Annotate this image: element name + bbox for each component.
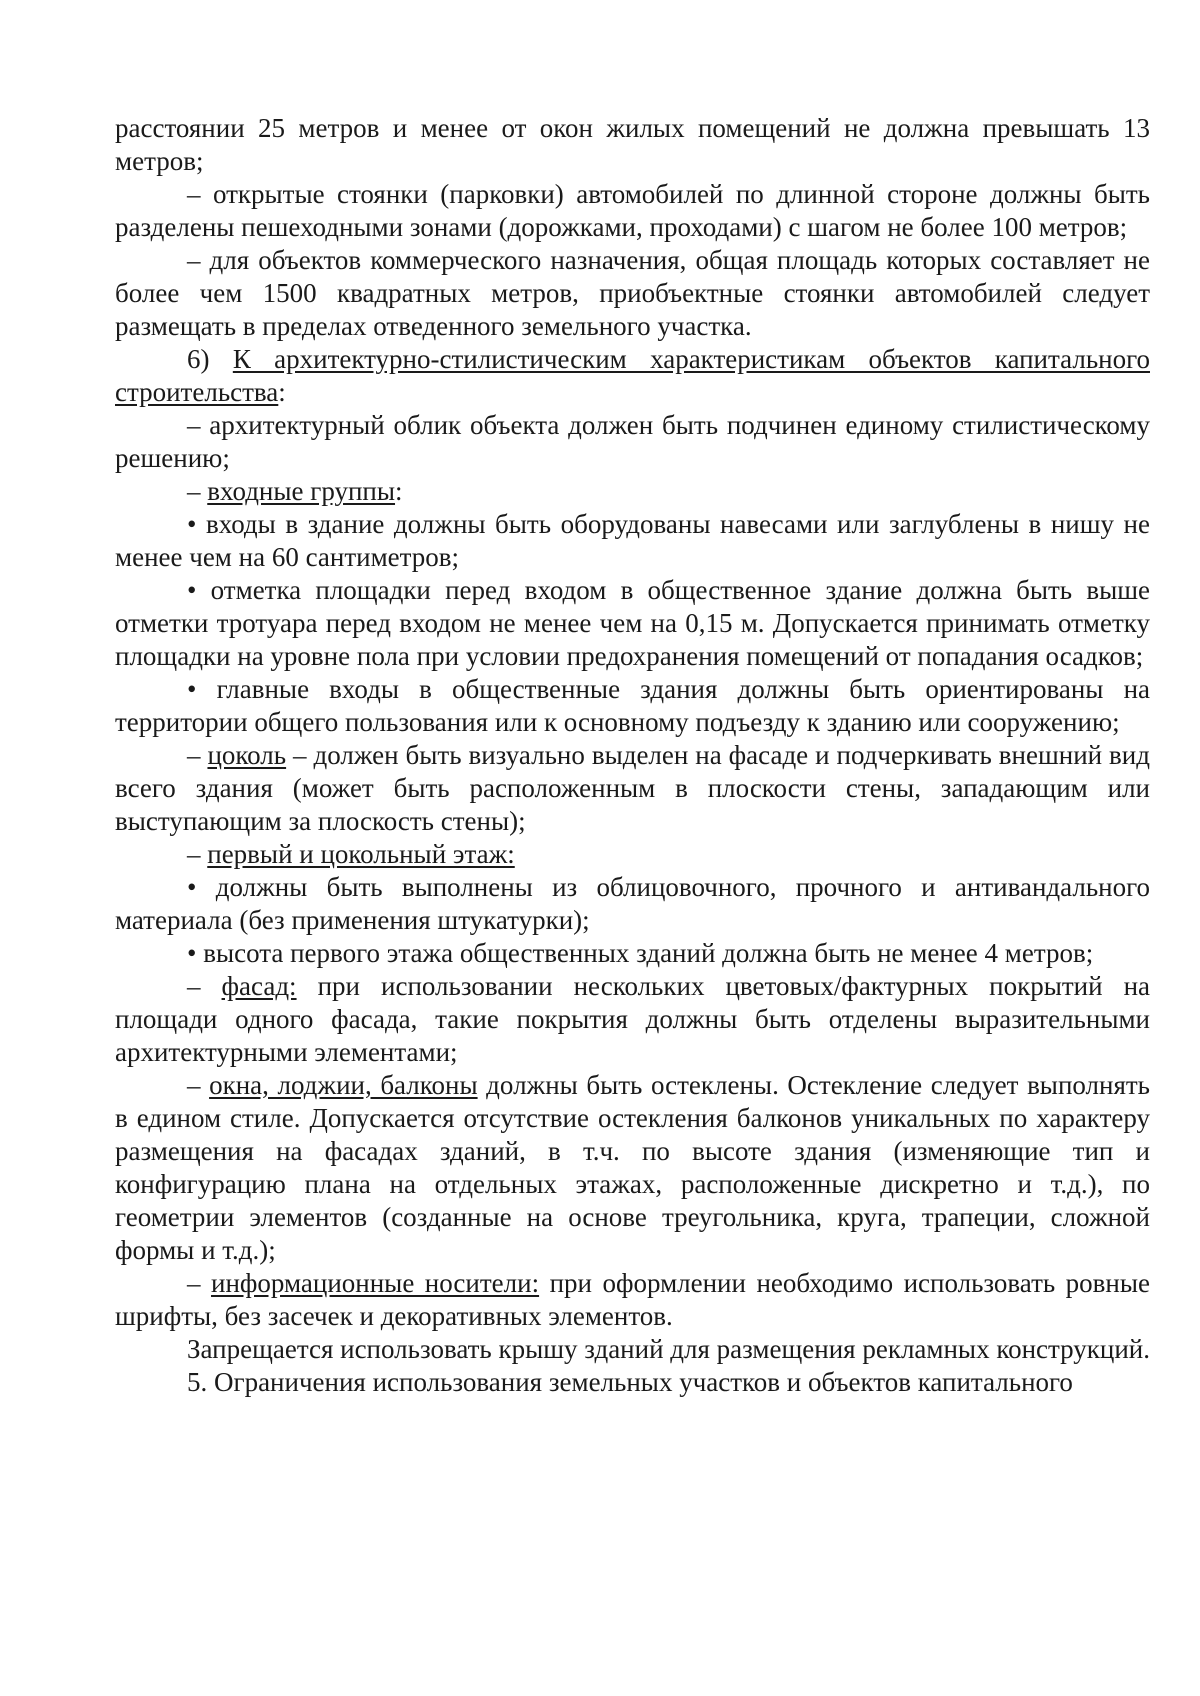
section-heading-architectural-characteristics xyxy=(115,343,1150,409)
subheading-entrance-groups xyxy=(115,475,1150,508)
term-rest: при оформлении необходимо использовать ровные шрифты, без засечек и декоративных элементов. xyxy=(115,1268,1151,1331)
term-rest: должны быть остеклены. Остекление следует выполнять в едином стиле. Допускается отсутствие остекления балконов уникальных по характеру размещения на фасадах зданий, в т.ч. по высоте здания (изменяющие тип и конфигурацию плана на отдельных этажах, расположенные дискретно и т.д.), по геометрии элементов (созданные на основе треугольника, круга, трапеции, сложной формы и т.д.); xyxy=(115,1070,1151,1265)
underlined-term: окна, лоджии, балконы xyxy=(209,1070,478,1100)
document-page xyxy=(115,112,1150,1399)
bullet-entrance-canopies: • входы в здание должны быть оборудованы навесами или заглублены в нишу не менее чем на 60 сантиметров; xyxy=(115,509,1150,572)
paragraph-unified-style: – архитектурный облик объекта должен быть подчинен единому стилистическому решению; xyxy=(115,410,1150,473)
paragraph-facade xyxy=(115,970,1150,1069)
underlined-term: фасад: xyxy=(221,971,297,1001)
subheading-first-and-basement-floor xyxy=(115,838,1150,871)
term-rest: – должен быть визуально выделен на фасаде и подчеркивать внешний вид всего здания (может быть расположенным в плоскости стены, западающим или выступающим за плоскость стены); xyxy=(115,740,1150,836)
paragraph-continuation-distance: расстоянии 25 метров и менее от окон жилых помещений не должна превышать 13 метров; xyxy=(115,113,1150,176)
underlined-term: цоколь xyxy=(207,740,287,770)
paragraph-commercial-parking: – для объектов коммерческого назначения, общая площадь которых составляет не более чем 1500 квадратных метров, приобъектные стоянки автомобилей следует размещать в пределах отведенного земельного участка. xyxy=(115,245,1150,341)
heading-number: 6) xyxy=(187,344,233,374)
section-heading-restrictions: 5. Ограничения использования земельных участков и объектов капитального xyxy=(187,1367,1073,1397)
underlined-term: входные группы xyxy=(207,476,396,506)
dash-marker: – xyxy=(187,971,222,1001)
underlined-term: информационные носители: xyxy=(211,1268,540,1298)
dash-marker: – xyxy=(187,740,208,770)
dash-marker: – xyxy=(187,476,208,506)
term-rest: : xyxy=(395,476,403,506)
bullet-main-entrances-orientation: • главные входы в общественные здания должны быть ориентированы на территории общего пользования или к основному подъезду к зданию или сооружению; xyxy=(115,674,1150,737)
term-rest: при использовании нескольких цветовых/фактурных покрытий на площади одного фасада, такие покрытия должны быть отделены выразительными архитектурными элементами; xyxy=(115,971,1151,1067)
heading-colon: : xyxy=(278,377,286,407)
dash-marker: – xyxy=(187,1070,210,1100)
paragraph-plinth xyxy=(115,739,1150,838)
paragraph-information-carriers xyxy=(115,1267,1150,1333)
dash-marker: – xyxy=(187,1268,212,1298)
paragraph-windows-loggias-balconies xyxy=(115,1069,1150,1267)
dash-marker: – xyxy=(187,839,208,869)
bullet-cladding-material: • должны быть выполнены из облицовочного, прочного и антивандального материала (без применения штукатурки); xyxy=(115,872,1150,935)
heading-underlined-text: К архитектурно-стилистическим характеристикам объектов капитального строительства xyxy=(115,344,1150,407)
bullet-entrance-platform-level: • отметка площадки перед входом в общественное здание должна быть выше отметки тротуара перед входом не менее чем на 0,15 м. Допускается принимать отметку площадки на уровне пола при условии предохранения помещений от попадания осадков; xyxy=(115,575,1150,671)
paragraph-roof-advertising-ban: Запрещается использовать крышу зданий для размещения рекламных конструкций. xyxy=(187,1334,1150,1364)
underlined-term: первый и цокольный этаж: xyxy=(207,839,515,869)
bullet-first-floor-height: • высота первого этажа общественных зданий должна быть не менее 4 метров; xyxy=(187,938,1094,968)
paragraph-parking-pedestrian-zones: – открытые стоянки (парковки) автомобилей по длинной стороне должны быть разделены пешеходными зонами (дорожками, проходами) с шагом не более 100 метров; xyxy=(115,179,1150,242)
